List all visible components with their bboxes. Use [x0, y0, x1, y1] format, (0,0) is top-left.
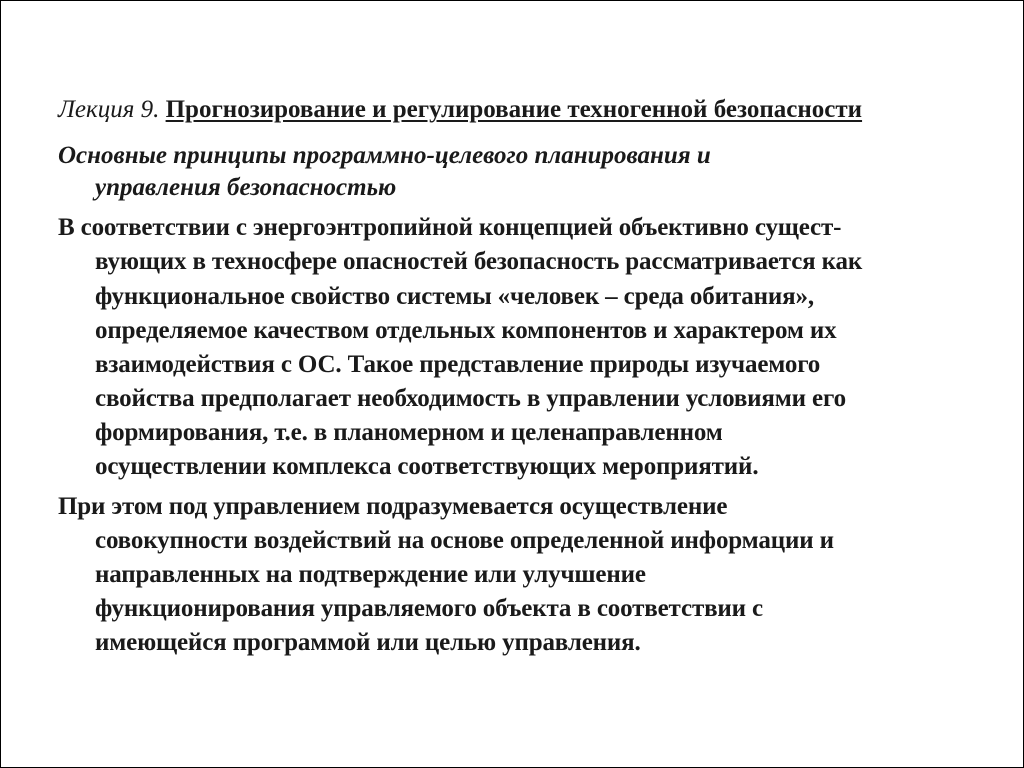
subtitle-line: управления безопасностью — [95, 174, 397, 201]
lecture-title — [58, 93, 862, 127]
paragraph2-line: При этом под управлением подразумевается осуществление — [58, 493, 728, 520]
lecture-topic: Прогнозирование и регулирование техногенной безопасности — [165, 96, 863, 123]
paragraph2-line: имеющейся программой или целью управления. — [95, 629, 641, 656]
paragraph1-line: осуществлении комплекса соответствующих мероприятий. — [95, 453, 759, 480]
paragraph2-line: направленных на подтверждение или улучшение — [95, 561, 646, 588]
paragraph1-line: определяемое качеством отдельных компонентов и характером их — [95, 317, 837, 344]
paragraph1-line: функциональное свойство системы «человек – среда обитания», — [95, 283, 814, 310]
paragraph1-line: формирования, т.е. в планомерном и целенаправленном — [95, 419, 723, 446]
paragraph1-line: В соответствии с энергоэнтропийной концепцией объективно сущест- — [58, 214, 842, 241]
subtitle-line: Основные принципы программно-целевого планирования и — [58, 142, 711, 169]
paragraph1-line: вующих в техносфере опасностей безопасность рассматривается как — [95, 248, 863, 275]
paragraph2-line: функционирования управляемого объекта в соответствии с — [95, 595, 763, 622]
paragraph1-line: взаимодействия с ОС. Такое представление природы изучаемого — [95, 351, 821, 378]
paragraph2-line: совокупности воздействий на основе определенной информации и — [95, 527, 834, 554]
paragraph1-line: свойства предполагает необходимость в управлении условиями его — [95, 385, 846, 412]
lecture-number: Лекция 9. — [58, 96, 160, 123]
